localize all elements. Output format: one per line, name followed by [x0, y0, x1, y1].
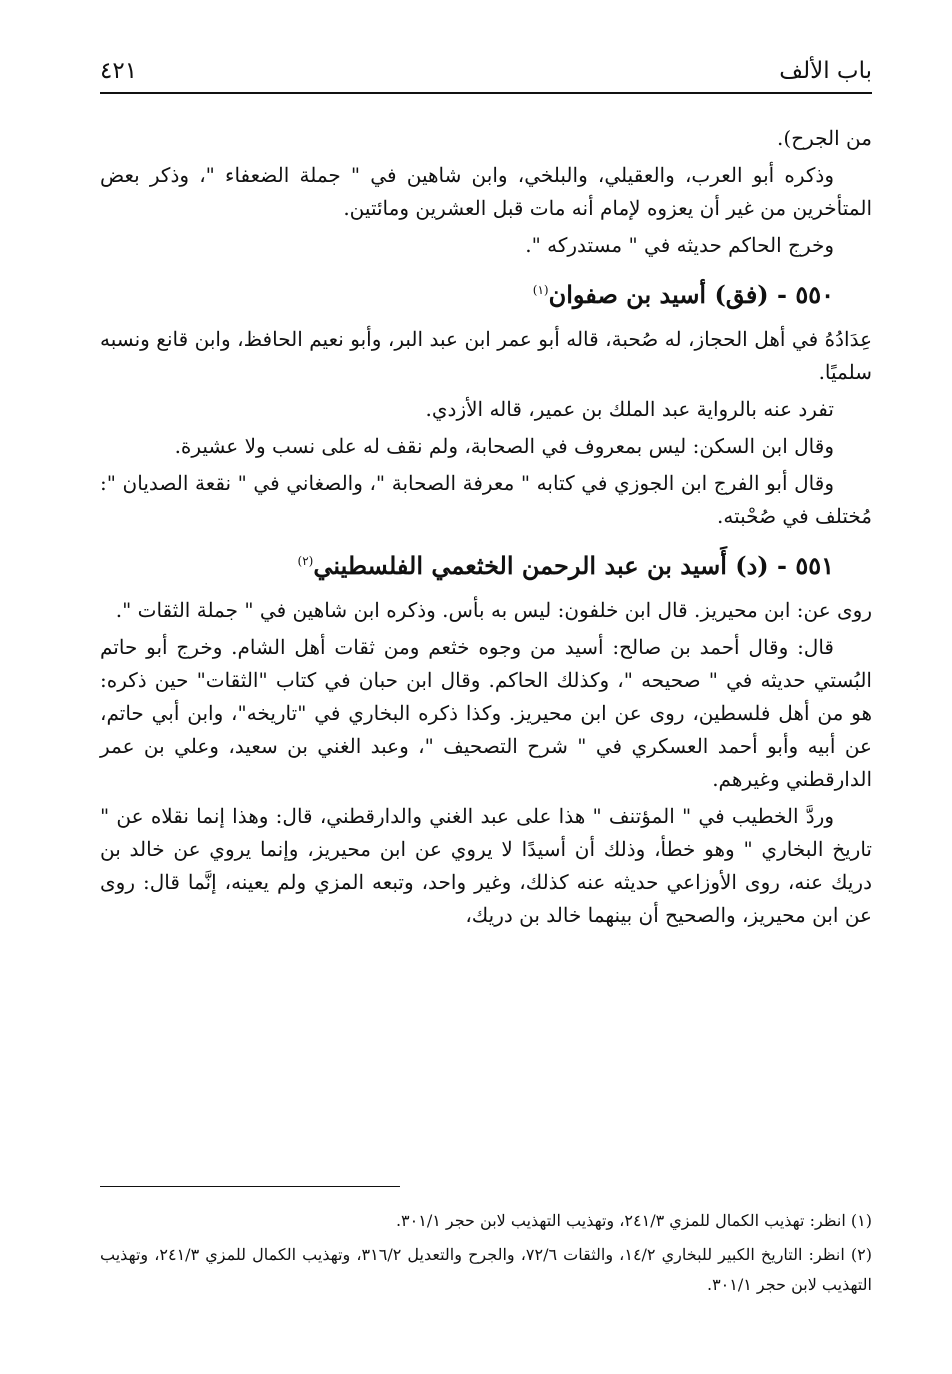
paragraph: من الجرح).: [777, 126, 872, 150]
footnote-marker: (٢): [297, 554, 314, 568]
paragraph: وخرج الحاكم حديثه في " مستدركه ".: [525, 233, 834, 257]
page-number: ٤٢١: [100, 58, 138, 84]
paragraph: وذكره أبو العرب، والعقيلي، والبلخي، وابن شاهين في " جملة الضعفاء "، وذكر بعض المتأخرين من غير أن يعزوه لإمام أنه مات قبل العشرين ومائتين.: [100, 163, 872, 220]
paragraph: عِدَادُهُ في أهل الحجاز، له صُحبة، قاله أبو عمر ابن عبد البر، وأبو نعيم الحافظ، وابن قانع ونسبه سلميًا.: [100, 327, 873, 384]
footnote: (٢) انظر: التاريخ الكبير للبخاري ١٤/٢، والثقات ٧٢/٦، والجرح والتعديل ٣١٦/٢، وتهذيب الكمال للمزي ٢٤١/٣، وتهذيب التهذيب لابن حجر ٣٠١/١.: [100, 1245, 872, 1294]
main-text: [100, 122, 872, 932]
entry-title: ٥٥١ - (د) أَسيد بن عبد الرحمن الخثعمي الفلسطيني: [313, 551, 834, 580]
paragraph: وقال أبو الفرج ابن الجوزي في كتابه " معرفة الصحابة "، والصغاني في " نقعة الصديان ": مُختلف في صُحْبته.: [100, 471, 872, 528]
paragraph: تفرد عنه بالرواية عبد الملك بن عمير، قاله الأزدي.: [425, 397, 834, 421]
entry-title: ٥٥٠ - (فق) أسيد بن صفوان: [548, 280, 834, 309]
footnote: (١) انظر: تهذيب الكمال للمزي ٢٤١/٣، وتهذيب التهذيب لابن حجر ٣٠١/١.: [395, 1211, 872, 1230]
paragraph: قال: وقال أحمد بن صالح: أسيد من وجوه خثعم ومن ثقات أهل الشام. وخرج أبو حاتم البُستي حديثه في " صحيحه "، وكذلك الحاكم. وقال ابن حبان في كتاب "الثقات" حين ذكره: هو من أهل فلسطين، روى عن ابن محيريز. وكذا ذكره البخاري في "تاريخه"، وابن أبي حاتم، عن أبيه وأبو أحمد العسكري في " شرح التصحيف "، وعبد الغني بن سعيد، وعلي بن عمر الدارقطني وغيرهم.: [100, 635, 872, 791]
entry-heading: [100, 272, 872, 313]
paragraph: روى عن: ابن محيريز. قال ابن خلفون: ليس به بأس. وذكره ابن شاهين في " جملة الثقات ".: [115, 598, 872, 622]
entry-heading: [100, 543, 872, 584]
footnote-divider: [100, 1186, 400, 1187]
footnote-marker: (١): [532, 283, 549, 297]
running-header: [100, 52, 872, 94]
chapter-title: باب الألف: [779, 58, 872, 84]
footnotes: [100, 1206, 872, 1304]
book-page: [100, 52, 872, 932]
paragraph: وقال ابن السكن: ليس بمعروف في الصحابة، ولم نقف له على نسب ولا عشيرة.: [174, 434, 834, 458]
paragraph: وردَّ الخطيب في " المؤتنف " هذا على عبد الغني والدارقطني، قال: وهذا إنما نقلاه عن " تاريخ البخاري " وهو خطأ، وذلك أن أسيدًا لا يروي عن ابن محيريز، وإنما يروي عن خالد بن دريك عنه، روى الأوزاعي حديثه عنه كذلك، وغير واحد، وتبعه المزي ولم يعينه، إنَّما قال: روى عن ابن محيريز، والصحيح أن بينهما خالد بن دريك،: [100, 804, 873, 927]
